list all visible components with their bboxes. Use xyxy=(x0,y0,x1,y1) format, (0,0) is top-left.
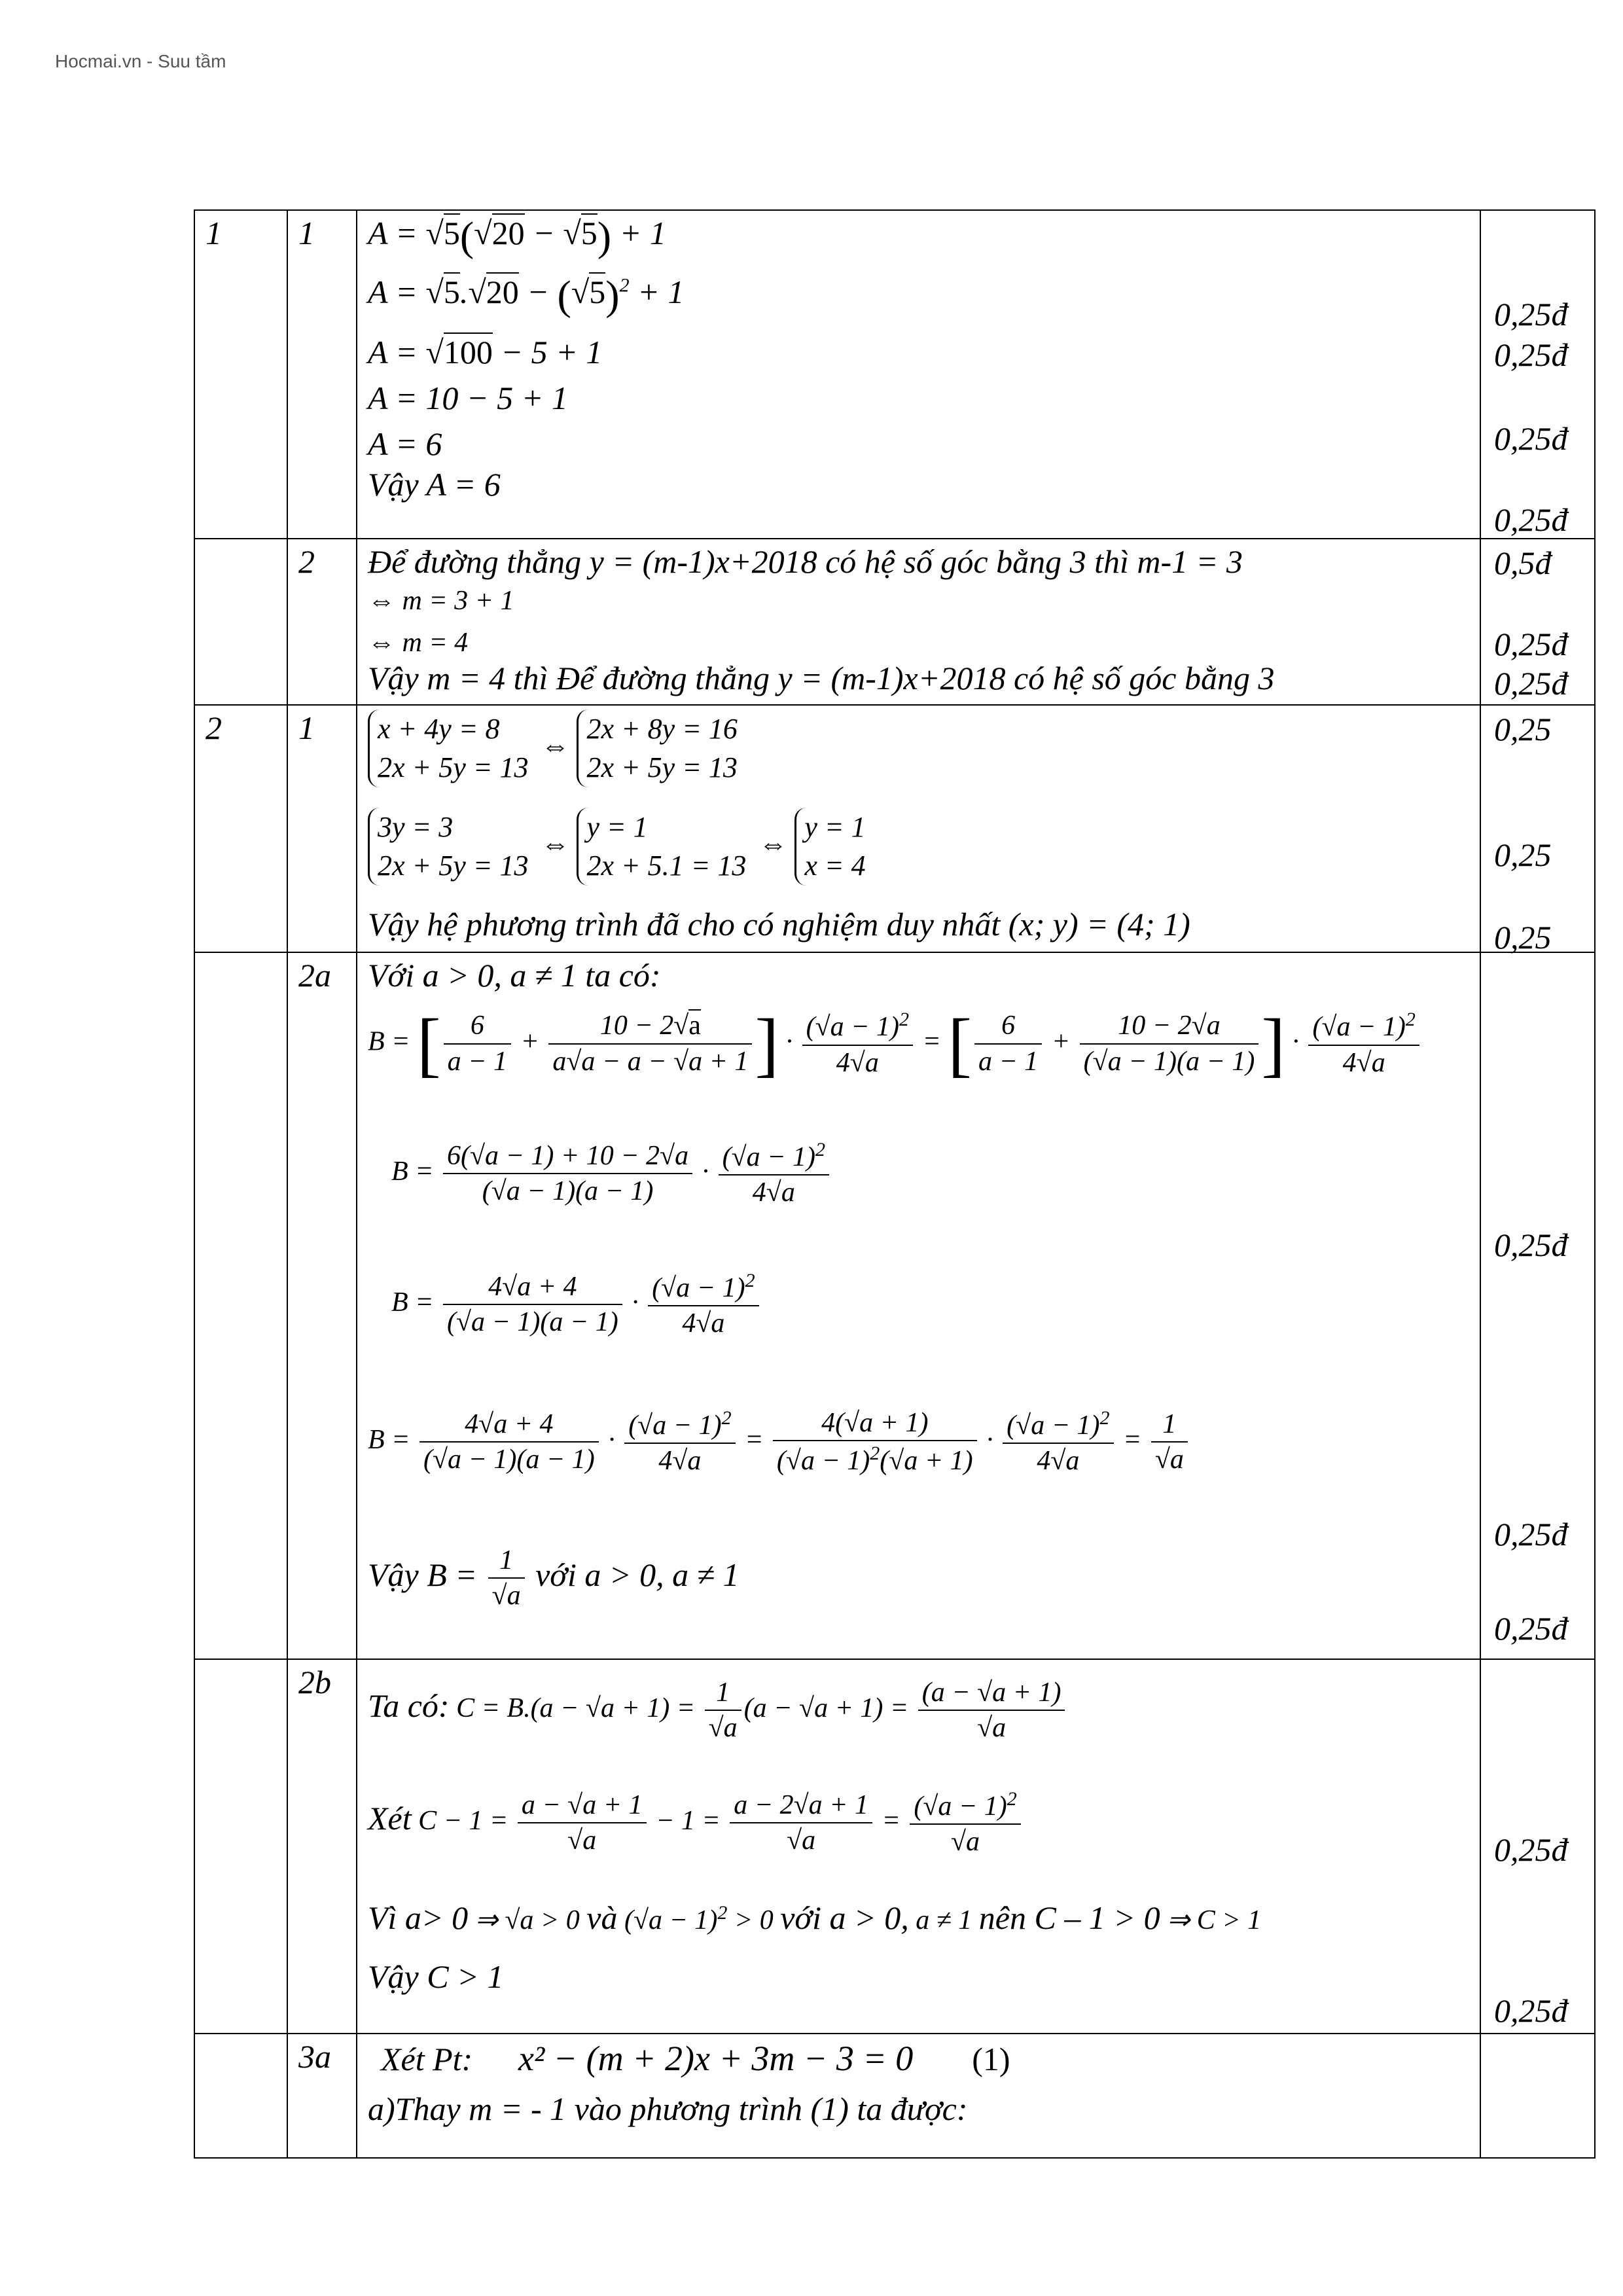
empty-cell xyxy=(194,539,287,705)
table-row xyxy=(194,952,1595,1659)
table-row xyxy=(194,210,1595,539)
score: 0,25đ xyxy=(1494,420,1568,457)
part-label: 2b xyxy=(287,1659,357,2034)
math-line: ⇔ m = 4 xyxy=(368,627,469,658)
empty-cell xyxy=(1480,2034,1595,2158)
score-cell xyxy=(1480,705,1595,956)
math-line: B = [ $\frac{6}{a - 1}$ + $\frac{10 - 2√a}{a√a - a - √a + 1}$ ] · $\frac{(√a - 1)^2}{4√a}$ = [ $\frac{6}{a - 1}$ + $\frac{10 - 2√a}{(√a - 1)(a - 1)}$ ] · $\frac{(√a - 1)^2}{4√a}$ xyxy=(368,995,1469,1139)
line-prefix: Ta có: xyxy=(368,1687,450,1724)
score: 0,25đ xyxy=(1494,1831,1568,1868)
score: 0,25đ xyxy=(1494,501,1568,538)
empty-cell xyxy=(194,1659,287,2034)
empty-cell xyxy=(194,952,287,1659)
part-label: 3a xyxy=(287,2034,357,2158)
table-row xyxy=(194,705,1595,952)
score: 0,25đ xyxy=(1494,665,1568,702)
math-line: A = 6 xyxy=(368,425,442,462)
text-fragment: nên C – 1 > 0 xyxy=(978,1899,1160,1936)
text-line: a)Thay m = - 1 vào phương trình (1) ta được: xyxy=(368,2090,968,2127)
score: 0,25đ xyxy=(1494,1610,1568,1647)
score-cell xyxy=(1480,210,1595,539)
empty-cell xyxy=(194,2034,287,2158)
question-number: 2 xyxy=(194,705,287,952)
watermark-text: Hocmai.vn - Suu tầm xyxy=(55,51,226,71)
solution-cell xyxy=(357,952,1480,1659)
equation-tag: (1) xyxy=(972,2041,1010,2077)
score: 0,25 xyxy=(1494,919,1552,956)
math-line: Xét C − 1 = $\frac{a - √a + 1}{√a}$ − 1 = $\frac{a - 2√a + 1}{√a}$ = $\frac{(√a - 1)^2}{√a}$ xyxy=(368,1788,1469,1893)
solution-cell xyxy=(357,705,1480,952)
math-line: Vì a> 0 ⇒ √a > 0 và $(√a - 1)^2 > 0$ với a > 0, a ≠ 1 nên C – 1 > 0 ⇒ C > 1 xyxy=(368,1899,1262,1936)
math-line: B = $\frac{4√a + 4}{(√a - 1)(a - 1)}$ · $\frac{(√a - 1)^2}{4√a}$ xyxy=(368,1270,1469,1407)
math-line: x + 4y = 8 2x + 5y = 13 ⇔ 2x + 8y = 16 2x + 5y = 13 xyxy=(368,709,1469,801)
math-line xyxy=(368,2038,1469,2090)
math-line: 3y = 3 2x + 5y = 13 ⇔ y = 1 2x + 5.1 = 13 ⇔ y = 1 x = 4 xyxy=(368,801,1469,906)
solution-cell xyxy=(357,539,1480,705)
score: 0,25đ xyxy=(1494,1227,1568,1263)
conclusion-prefix: Vậy xyxy=(368,1556,419,1593)
conclusion-line: Vậy B = $\frac{1}{√a}$ với a > 0, a ≠ 1 xyxy=(368,1545,740,1611)
math-line: B = $\frac{6(√a - 1) + 10 - 2√a}{(√a - 1)(a - 1)}$ · $\frac{(√a - 1)^2}{4√a}$ xyxy=(368,1139,1469,1270)
answer-table xyxy=(194,209,1596,2159)
line-prefix: Xét xyxy=(368,1799,412,1837)
score-cell xyxy=(1480,539,1595,705)
score: 0,5đ xyxy=(1494,545,1552,581)
conclusion-text: Vậy hệ phương trình đã cho có nghiệm duy nhất (x; y) = (4; 1) xyxy=(368,906,1190,942)
part-label: 2a xyxy=(287,952,357,1659)
score-cell xyxy=(1480,952,1595,1659)
line-prefix: Xét Pt: xyxy=(381,2041,473,2077)
math-line: A = √100 − 5 + 1 xyxy=(368,334,603,370)
math-line: A = √5(√20 − √5) + 1 xyxy=(368,213,666,260)
table-row xyxy=(194,1659,1595,2034)
part-label: 1 xyxy=(287,705,357,952)
text-line: Để đường thẳng y = (m-1)x+2018 có hệ số góc bằng 3 thì m-1 = 3 xyxy=(368,543,1243,580)
conclusion-text: Vậy A = 6 xyxy=(368,466,501,503)
conclusion-suffix: với a > 0, a ≠ 1 xyxy=(535,1556,740,1593)
text-fragment: với a > 0, xyxy=(780,1899,909,1936)
text-fragment: Vì a> 0 xyxy=(368,1899,469,1936)
part-label: 2 xyxy=(287,539,357,705)
table-row xyxy=(194,2034,1595,2158)
score: 0,25đ xyxy=(1494,1516,1568,1552)
solution-cell xyxy=(357,1659,1480,2034)
score: 0,25đ xyxy=(1494,626,1568,662)
text-line: Với a > 0, a ≠ 1 ta có: xyxy=(368,957,661,994)
score: 0,25 xyxy=(1494,836,1552,873)
math-line: A = 10 − 5 + 1 xyxy=(368,380,568,416)
math-line: Ta có: C = B.(a − √a + 1) = $\frac{1}{√a}$ (a − √a + 1) = $\frac{(a - √a + 1)}{√a}$ xyxy=(368,1664,1469,1788)
math-line: B = $\frac{4√a + 4}{(√a - 1)(a - 1)}$ · $\frac{(√a - 1)^2}{4√a}$ = $\frac{4(√a + 1)}{(√a - 1)^2(√a + 1)}$ · $\frac{(√a - 1)^2}{4√a}$ = $\frac{1}{√a}$ xyxy=(368,1407,1469,1545)
math-line: ⇔ m = 3 + 1 xyxy=(368,585,514,616)
solution-cell xyxy=(357,210,1480,539)
solution-cell xyxy=(357,2034,1480,2158)
part-label: 1 xyxy=(287,210,357,539)
score: 0,25đ xyxy=(1494,296,1568,332)
text-line: Vậy m = 4 thì Để đường thẳng y = (m-1)x+2018 có hệ số góc bằng 3 xyxy=(368,659,1275,696)
math-line: $A = √5.√20 - (√5)^2 + 1$ xyxy=(368,272,685,319)
text-fragment: và xyxy=(586,1899,618,1936)
equation: x² − (m + 2)x + 3m − 3 = 0 xyxy=(518,2039,914,2078)
score: 0,25đ xyxy=(1494,1992,1568,2029)
score: 0,25 xyxy=(1494,711,1552,747)
conclusion-text: Vậy C > 1 xyxy=(368,1958,504,1995)
question-number: 1 xyxy=(194,210,287,539)
table-row xyxy=(194,539,1595,705)
score: 0,25đ xyxy=(1494,336,1568,373)
score-cell xyxy=(1480,1659,1595,2034)
